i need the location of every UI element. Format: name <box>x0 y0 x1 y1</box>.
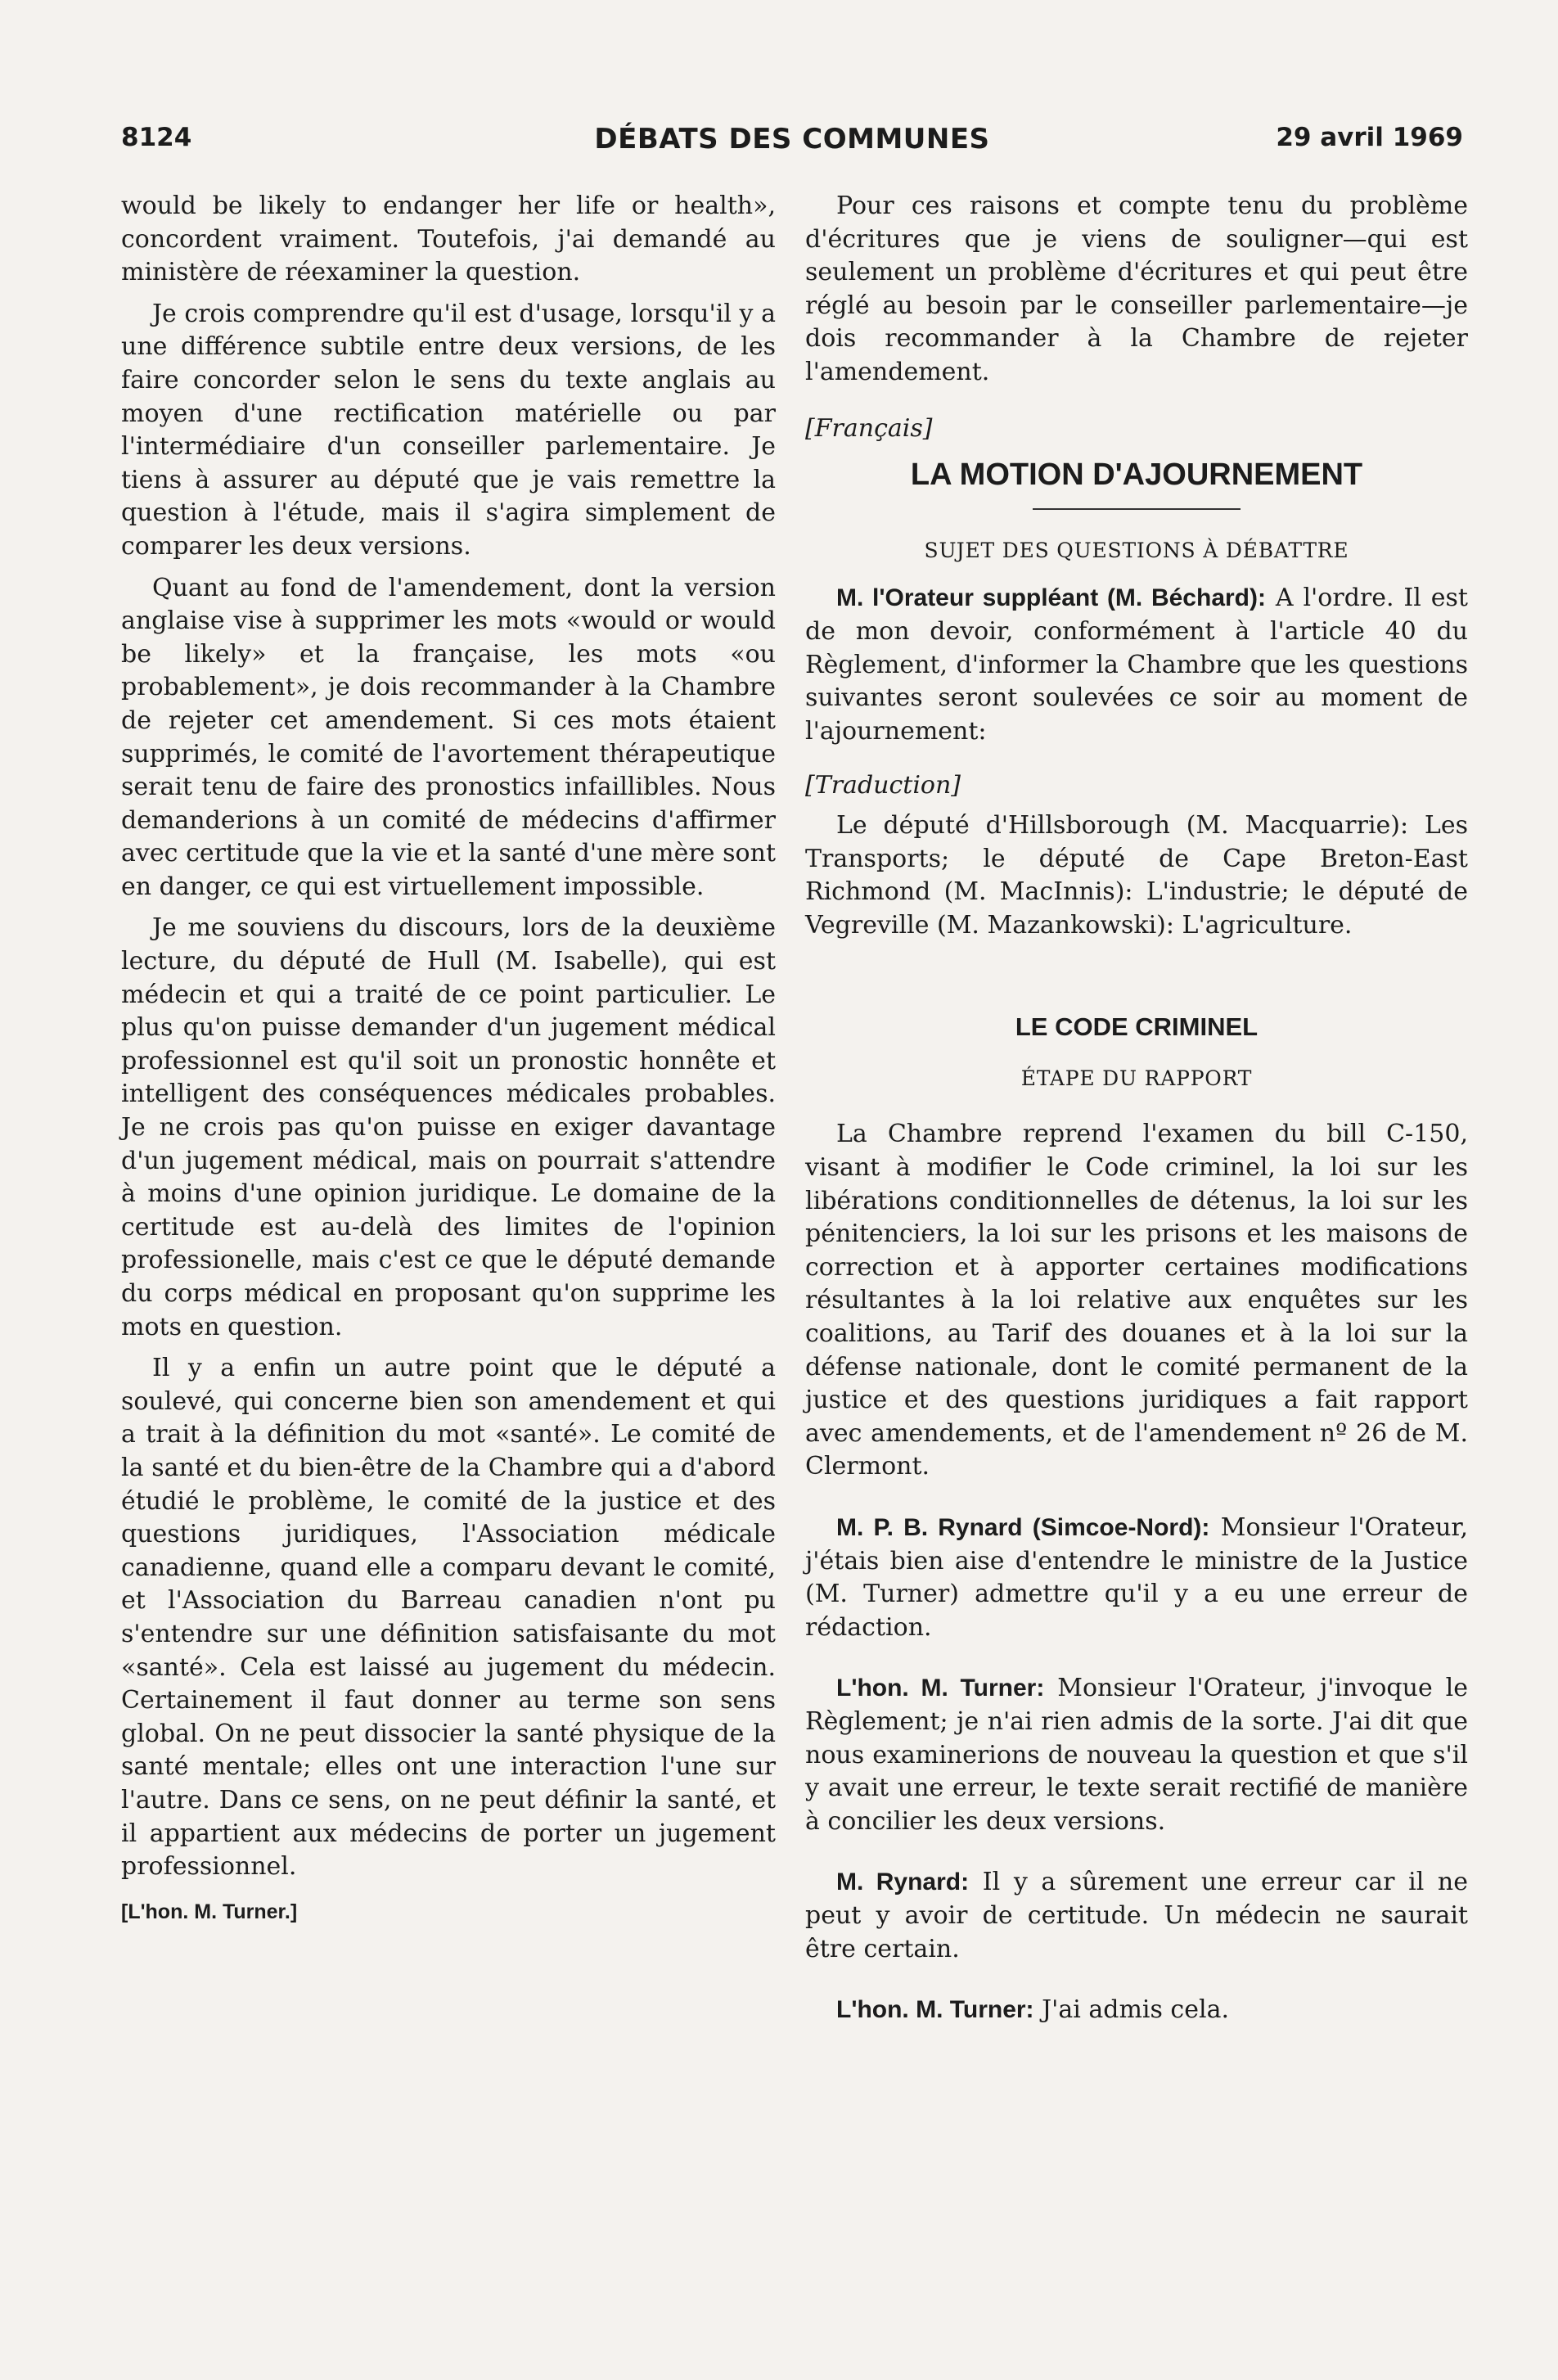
speech-paragraph <box>805 1512 1468 1644</box>
section-heading: LE CODE CRIMINEL <box>1015 1012 1259 1042</box>
speech-text: J'ai admis cela. <box>1033 1995 1230 2025</box>
section-heading: LA MOTION D'AJOURNEMENT <box>910 458 1363 493</box>
speech-paragraph <box>805 1994 1468 2027</box>
page-number: 8124 <box>121 123 192 152</box>
speaker-name: L'hon. M. Turner: <box>836 1996 1034 2024</box>
language-tag: [Traduction] <box>805 771 961 800</box>
speech-text: Il y a sûrement une erreur car il ne peut y avoir de certitude. Un médecin ne saurait être certain. <box>805 1868 1468 1963</box>
section-subheading: SUJET DES QUESTIONS À DÉBATTRE <box>924 538 1349 562</box>
speaker-footnote: [L'hon. M. Turner.] <box>121 1900 298 1923</box>
speaker-name: M. P. B. Rynard (Simcoe-Nord): <box>836 1514 1210 1541</box>
speaker-name: L'hon. M. Turner: <box>836 1675 1045 1702</box>
paragraph: Quant au fond de l'amendement, dont la version anglaise vise à supprimer les mots «would or would be likely» et la française, les mots «ou probablement», je dois recommander à la Chambre de rejeter cet amendement. Si ces mots étaient supprimés, le comité de l'avortement thérapeutique serait tenu de faire des pronostics infaillibles. Nous demanderions à un comité de médecins d'affirmer avec certitude que la vie et la santé d'une mère sont en danger, ce qui est virtuellement impossible. <box>121 573 776 901</box>
paragraph: Il y a enfin un autre point que le député a soulevé, qui concerne bien son amendement et qui a trait à la définition du mot «santé». Le comité de la santé et du bien-être de la Chambre qui a d'abord étudié le problème, le comité de la justice et des questions juridiques, l'Association médicale canadienne, quand elle a comparu devant le comité, et l'Association du Barreau canadien n'ont pu s'entendre sur une définition satisfaisante du mot «santé». Cela est laissé au jugement du médecin. Certainement il faut donner au terme son sens global. On ne peut dissocier la santé physique de la santé mentale; elles ont une interaction l'une sur l'autre. Dans ce sens, on ne peut définir la santé, et il appartient aux médecins de porter un jugement professionnel. <box>121 1354 776 1882</box>
language-tag: [Français] <box>805 413 933 443</box>
speech-text: Monsieur l'Orateur, j'étais bien aise d'entendre le ministre de la Justice (M. Turner) admettre qu'il y a eu une erreur de rédaction. <box>805 1513 1468 1642</box>
right-column <box>805 190 1468 2027</box>
speaker-name: M. Rynard: <box>836 1868 970 1896</box>
paragraph: Le député d'Hillsborough (M. Macquarrie): Les Transports; le député de Cape Breton-East Richmond (M. MacInnis): L'industrie; le député de Vegreville (M. Mazankowski): L'agriculture. <box>805 810 1468 940</box>
speech-text: A l'ordre. Il est de mon devoir, conformément à l'article 40 du Règlement, d'informer la Chambre que les questions suivantes seront soulevées ce soir au moment de l'ajournement: <box>805 584 1468 746</box>
heading-rule <box>1033 508 1241 510</box>
paragraph: Je me souviens du discours, lors de la deuxième lecture, du député de Hull (M. Isabelle), qui est médecin et qui a traité de ce point particulier. Le plus qu'on puisse demander d'un jugement médical professionnel est qu'il soit un pronostic honnête et intelligent des conséquences médicales probables. Je ne crois pas qu'on puisse en exiger davantage d'un jugement médical, mais on pourrait s'attendre à moins d'une opinion juridique. Le domaine de la certitude est au-delà des limites de l'opinion professionelle, mais c'est ce que le député demande du corps médical en proposant qu'on supprime les mots en question. <box>121 913 776 1341</box>
speech-paragraph <box>805 1672 1468 1838</box>
left-column <box>121 190 776 1928</box>
page-header <box>121 123 1463 164</box>
speech-paragraph <box>805 1866 1468 1966</box>
page-date: 29 avril 1969 <box>1276 123 1463 152</box>
speaker-name: M. l'Orateur suppléant (M. Béchard): <box>836 584 1266 612</box>
speech-paragraph <box>805 582 1468 748</box>
paragraph: Pour ces raisons et compte tenu du problème d'écritures que je viens de souligner—qui est seulement un problème d'écritures et qui peut être réglé au besoin par le conseiller parlementaire—je dois recommander à la Chambre de rejeter l'amendement. <box>805 192 1468 386</box>
publication-title: DÉBATS DES COMMUNES <box>594 123 990 156</box>
paragraph: La Chambre reprend l'examen du bill C-150, visant à modifier le Code criminel, la loi sur les libérations conditionnelles de détenus, la loi sur les pénitenciers, la loi sur les prisons et les maisons de correction et à apporter certaines modifications résultantes à la loi relative aux enquêtes sur les coalitions, au Tarif des douanes et à la loi sur la défense nationale, dont le comité permanent de la justice et des questions juridiques a fait rapport avec amendements, et de l'amendement nº 26 de M. Clermont. <box>805 1120 1468 1481</box>
paragraph: would be likely to endanger her life or health», concordent vraiment. Toutefois, j'ai demandé au ministère de réexaminer la question. <box>121 192 776 287</box>
section-subheading: ÉTAPE DU RAPPORT <box>1020 1066 1253 1090</box>
paragraph: Je crois comprendre qu'il est d'usage, lorsqu'il y a une différence subtile entre deux versions, de les faire concorder selon le sens du texte anglais au moyen d'une rectification matérielle ou par l'intermédiaire d'un conseiller parlementaire. Je tiens à assurer au député que je vais remettre la question à l'étude, mais il s'agira simplement de comparer les deux versions. <box>121 299 776 561</box>
speech-text: Monsieur l'Orateur, j'invoque le Règlement; je n'ai rien admis de la sorte. J'ai dit que nous examinerions de nouveau la question et que s'il y avait une erreur, le texte serait rectifié de manière à concilier les deux versions. <box>805 1674 1468 1836</box>
